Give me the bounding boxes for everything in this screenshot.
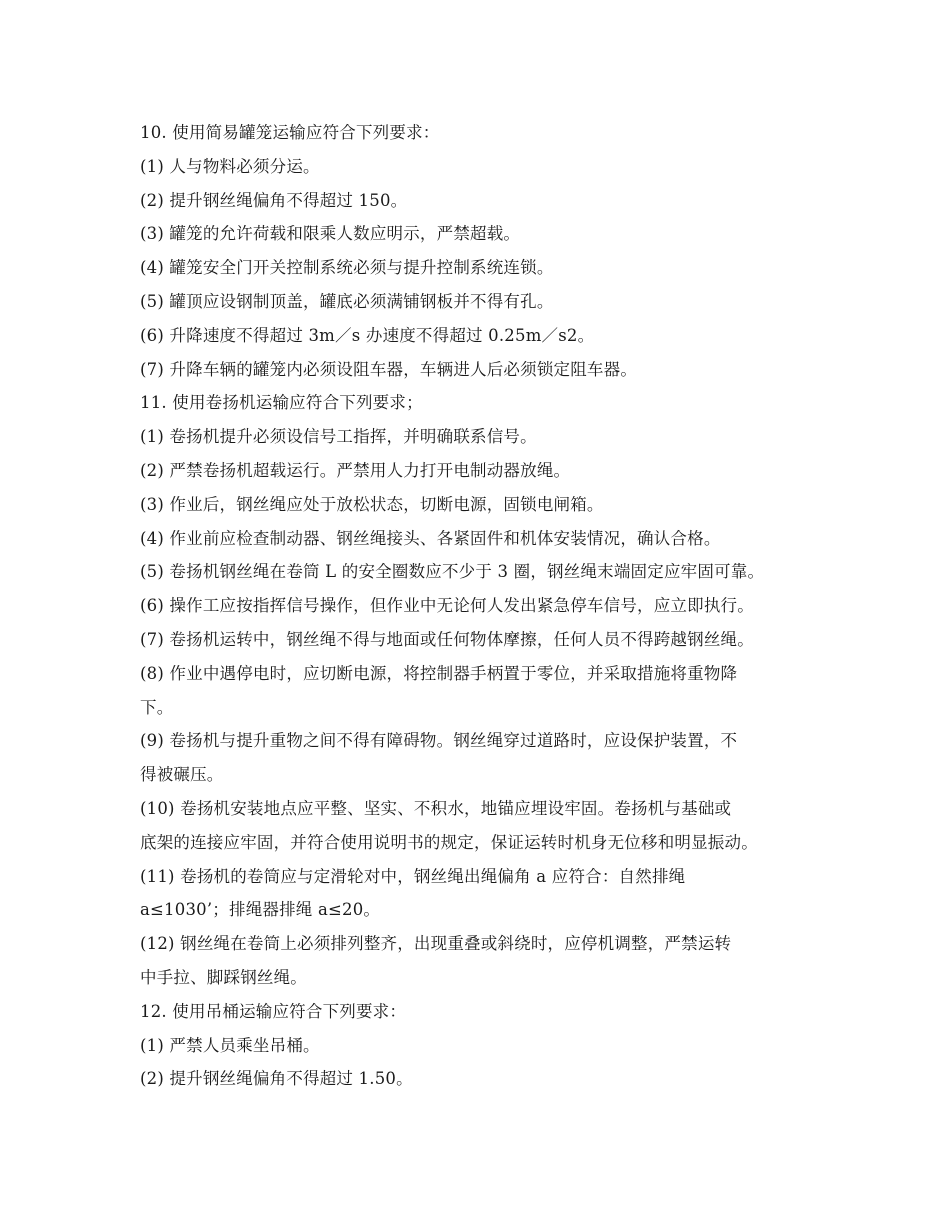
list-item: (5) 卷扬机钢丝绳在卷筒 L 的安全圈数应不少于 3 圈，钢丝绳末端固定应牢固可靠。 — [140, 562, 765, 582]
list-item: (10) 卷扬机安装地点应平整、坚实、不积水，地锚应埋设牢固。卷扬机与基础或 — [140, 798, 732, 818]
list-item-continuation: 得被碾压。 — [140, 765, 224, 785]
list-item: (1) 卷扬机提升必须设信号工指挥，并明确联系信号。 — [140, 427, 537, 447]
list-item: (2) 提升钢丝绳偏角不得超过 1.50。 — [140, 1069, 413, 1089]
list-item: (11) 卷扬机的卷筒应与定滑轮对中，钢丝绳出绳偏角 a 应符合：自然排绳 — [140, 866, 686, 886]
list-item: (3) 罐笼的允许荷载和限乘人数应明示，严禁超载。 — [140, 224, 521, 244]
list-item: (8) 作业中遇停电时，应切断电源，将控制器手柄置于零位，并采取措施将重物降 — [140, 663, 738, 683]
list-item-continuation: 下。 — [140, 697, 174, 717]
section-heading: 11. 使用卷扬机运输应符合下列要求； — [140, 393, 423, 413]
list-item: (7) 升降车辆的罐笼内必须设阻车器，车辆进人后必须锁定阻车器。 — [140, 359, 638, 379]
list-item: (2) 提升钢丝绳偏角不得超过 150。 — [140, 190, 408, 210]
document-body — [140, 116, 830, 1096]
list-item: (5) 罐顶应设钢制顶盖，罐底必须满铺钢板并不得有孔。 — [140, 291, 554, 311]
list-item: (6) 升降速度不得超过 3m／s 办速度不得超过 0.25m／s2。 — [140, 325, 595, 345]
list-item: (1) 严禁人员乘坐吊桶。 — [140, 1035, 320, 1055]
list-item-continuation: 中手拉、脚踩钢丝绳。 — [140, 967, 307, 987]
list-item: (3) 作业后，钢丝绳应处于放松状态，切断电源，固锁电闸箱。 — [140, 494, 604, 514]
list-item: (2) 严禁卷扬机超载运行。严禁用人力打开电制动器放绳。 — [140, 460, 571, 480]
list-item: (7) 卷扬机运转中，钢丝绳不得与地面或任何物体摩擦，任何人员不得跨越钢丝绳。 — [140, 629, 754, 649]
list-item-continuation: 底架的连接应牢固，并符合使用说明书的规定，保证运转时机身无位移和明显振动。 — [140, 832, 758, 852]
list-item: (9) 卷扬机与提升重物之间不得有障碍物。钢丝绳穿过道路时，应设保护装置，不 — [140, 731, 738, 751]
list-item: (6) 操作工应按指挥信号操作，但作业中无论何人发出紧急停车信号，应立即执行。 — [140, 596, 754, 616]
section-heading: 10. 使用简易罐笼运输应符合下列要求： — [140, 123, 440, 142]
list-item: (4) 罐笼安全门开关控制系统必须与提升控制系统连锁。 — [140, 258, 554, 278]
list-item-continuation: a≤1030’；排绳器排绳 a≤20。 — [140, 900, 381, 920]
list-item: (12) 钢丝绳在卷筒上必须排列整齐，出现重叠或斜绕时，应停机调整，严禁运转 — [140, 934, 732, 954]
section-heading: 12. 使用吊桶运输应符合下列要求： — [140, 1001, 407, 1021]
list-item: (1) 人与物料必须分运。 — [140, 156, 320, 176]
list-item: (4) 作业前应检查制动器、钢丝绳接头、各紧固件和机体安装情况，确认合格。 — [140, 528, 721, 548]
